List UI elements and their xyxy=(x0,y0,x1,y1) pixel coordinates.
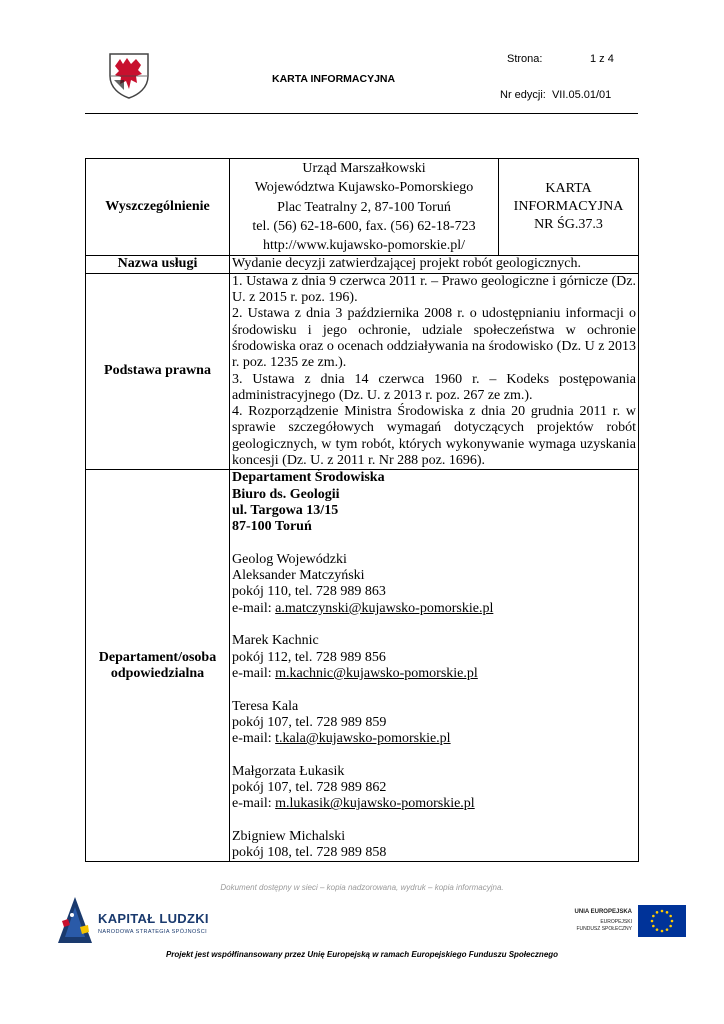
row-label-podstawa-prawna: Podstawa prawna xyxy=(86,273,230,470)
department-street: ul. Targowa 13/15 xyxy=(232,502,339,518)
card-number xyxy=(499,159,639,256)
document-title: KARTA INFORMACYJNA xyxy=(272,73,396,85)
eu-star xyxy=(652,925,655,928)
legal-basis-item: 3. Ustawa z dnia 14 czerwca 1960 r. – Kodeks postępowania administracyjnego (Dz. U. z 2013 r. poz. 267 ze zm.). xyxy=(232,371,636,403)
eu-star xyxy=(661,930,664,933)
eu-flag-icon xyxy=(638,905,686,937)
table-row xyxy=(86,159,639,256)
edition-number xyxy=(500,89,611,101)
office-phone: tel. (56) 62-18-600, fax. (56) 62-18-723 xyxy=(252,218,476,234)
edition-label: Nr edycji: xyxy=(500,89,546,101)
geolog-title: Geolog Wojewódzki xyxy=(232,551,347,567)
eu-star xyxy=(671,920,674,923)
contact-name: Zbigniew Michalski xyxy=(232,828,346,844)
department-office: Biuro ds. Geologii xyxy=(232,486,340,502)
row-label-line: Departament/osoba xyxy=(98,649,217,665)
eu-star xyxy=(666,928,669,931)
document-status-note: Dokument dostępny w sieci – kopia nadzorowana, wydruk – kopia informacyjna. xyxy=(220,883,504,892)
contact-name: Marek Kachnic xyxy=(232,633,319,649)
contact-room: pokój 107, tel. 728 989 862 xyxy=(232,779,387,795)
project-cofinancing-note: Projekt jest współfinansowany przez Unię Europejską w ramach Europejskiego Funduszu Społecznego xyxy=(165,950,559,959)
row-label-nazwa-uslugi: Nazwa usługi xyxy=(86,256,230,273)
contact-email-line xyxy=(232,796,636,812)
contact-room: pokój 108, tel. 728 989 858 xyxy=(232,845,387,861)
info-card-table xyxy=(85,158,639,862)
card-number-line: KARTA xyxy=(545,181,592,197)
page-label: Strona: xyxy=(507,53,543,65)
eu-star xyxy=(656,928,659,931)
email-link[interactable]: a.matczynski@kujawsko-pomorskie.pl xyxy=(275,600,494,616)
header-divider xyxy=(85,113,638,114)
email-link[interactable]: t.kala@kujawsko-pomorskie.pl xyxy=(275,731,451,747)
table-row xyxy=(86,470,639,862)
eu-label: UNIA EUROPEJSKA xyxy=(574,909,632,915)
row-label-departament xyxy=(86,470,230,862)
eu-star xyxy=(666,911,669,914)
office-info xyxy=(230,159,499,256)
email-label: e-mail: xyxy=(232,731,276,747)
email-label: e-mail: xyxy=(232,600,276,616)
office-region: Województwa Kujawsko-Pomorskiego xyxy=(254,180,474,196)
contact-name: Aleksander Matczyński xyxy=(232,568,365,584)
contact-room: pokój 107, tel. 728 989 859 xyxy=(232,714,387,730)
office-website[interactable]: http://www.kujawsko-pomorskie.pl/ xyxy=(262,238,466,254)
row-label-wyszczegolnienie: Wyszczególnienie xyxy=(86,159,230,256)
contact-email-line xyxy=(232,601,636,617)
department-city: 87-100 Toruń xyxy=(232,519,312,535)
legal-basis-item: 2. Ustawa z dnia 3 października 2008 r. o udostępnianiu informacji o środowisku i jego ochronie, udziale społeczeństwa w ochronie środowiska oraz o ocenach oddziaływania na środowisko (Dz. U z 2013 r. poz. 1235 ze zm.). xyxy=(232,306,636,371)
page-number: 1 z 4 xyxy=(590,53,614,65)
contact-room: pokój 110, tel. 728 989 863 xyxy=(232,584,386,600)
eu-star xyxy=(669,915,672,918)
edition-value: VII.05.01/01 xyxy=(551,89,612,101)
eu-star xyxy=(669,925,672,928)
legal-basis-item: 4. Rozporządzenie Ministra Środowiska z dnia 20 grudnia 2011 r. w sprawie szczegółowych wymagań dotyczących projektów robót geologicznych, w tym robót, których wykonywanie wymaga uzyskania koncesji (Dz. U. z 2011 r. Nr 288 poz. 1696). xyxy=(232,404,636,469)
table-row xyxy=(86,256,639,273)
eu-star xyxy=(656,911,659,914)
contact-email-line xyxy=(232,731,636,747)
contact-name: Teresa Kala xyxy=(232,698,299,714)
kapital-ludzki-subtitle: NARODOWA STRATEGIA SPÓJNOŚCI xyxy=(98,929,207,935)
coat-of-arms-icon xyxy=(106,50,152,100)
office-address: Plac Teatralny 2, 87-100 Toruń xyxy=(277,199,451,215)
eu-fund-line: FUNDUSZ SPOŁECZNY xyxy=(576,926,632,932)
table-row xyxy=(86,273,639,470)
kapital-ludzki-logo-icon xyxy=(58,897,92,943)
responsible-department xyxy=(230,470,639,862)
email-label: e-mail: xyxy=(232,796,276,812)
eu-star xyxy=(661,910,664,913)
email-link[interactable]: m.lukasik@kujawsko-pomorskie.pl xyxy=(275,796,475,812)
legal-basis-item: 1. Ustawa z dnia 9 czerwca 2011 r. – Prawo geologiczne i górnicze (Dz. U. z 2015 r. poz. 196). xyxy=(232,273,636,306)
contact-room: pokój 112, tel. 728 989 856 xyxy=(232,649,386,665)
email-label: e-mail: xyxy=(232,665,276,681)
eu-star xyxy=(652,915,655,918)
department-name: Departament Środowiska xyxy=(232,470,385,486)
email-link[interactable]: m.kachnic@kujawsko-pomorskie.pl xyxy=(275,665,478,681)
kapital-ludzki-name: KAPITAŁ LUDZKI xyxy=(98,911,209,926)
eu-star xyxy=(651,920,654,923)
card-number-line: INFORMACYJNA xyxy=(513,199,624,215)
row-label-line: odpowiedzialna xyxy=(110,665,205,681)
service-name: Wydanie decyzji zatwierdzającej projekt robót geologicznych. xyxy=(230,256,639,273)
contact-email-line xyxy=(232,666,636,682)
card-number-line: NR ŚG.37.3 xyxy=(534,217,603,233)
office-name: Urząd Marszałkowski xyxy=(302,161,426,176)
contact-name: Małgorzata Łukasik xyxy=(232,763,345,779)
legal-basis xyxy=(230,273,639,470)
eu-fund-line: EUROPEJSKI xyxy=(600,919,632,925)
